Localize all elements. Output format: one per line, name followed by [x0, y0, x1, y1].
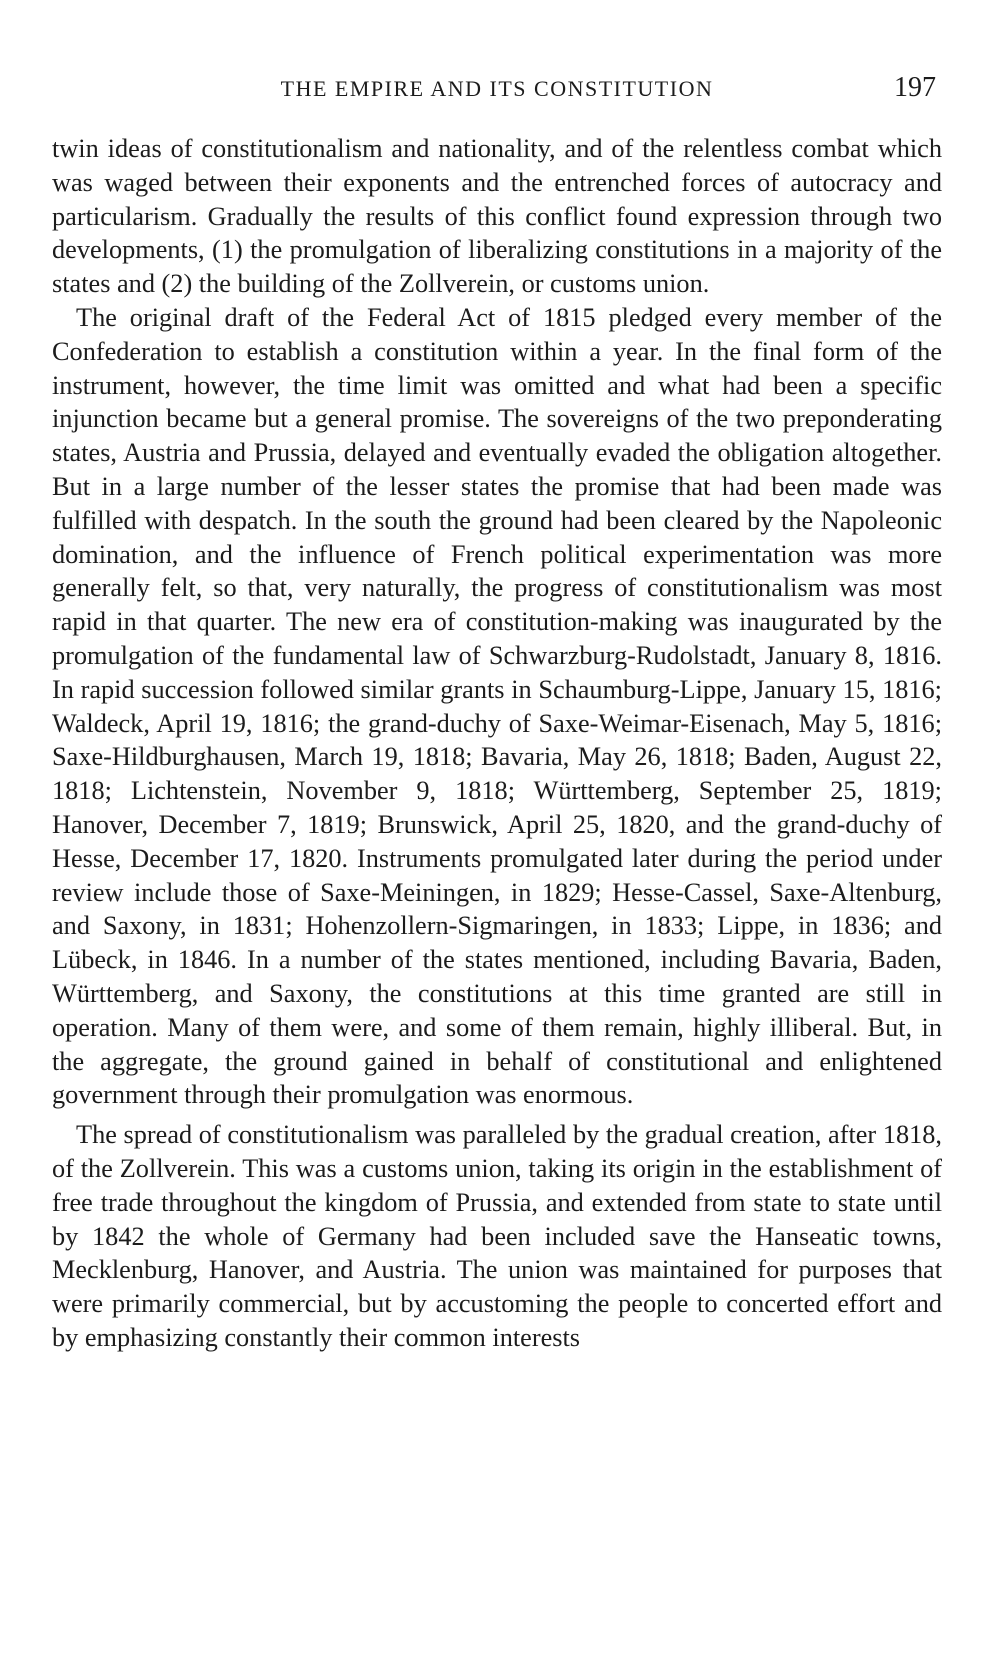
page-number: 197 [894, 72, 936, 103]
paragraph-zollverein: The spread of constitutionalism was paralleled by the gradual creation, after 1818, of the Zollverein. This was a customs union, taking its origin in the establishment of free trade throughout the kingdom of Prussia, and extended from state to state until by 1842 the whole of Germany had been included save the Hanseatic towns, Mecklenburg, Hanover, and Austria. The union was maintained for purposes that were primarily commercial, but by accustoming the people to concerted effort and by emphasizing constantly their common interests [52, 1120, 942, 1352]
body-text [52, 132, 942, 1355]
book-page [52, 70, 942, 1355]
running-header [52, 70, 942, 110]
running-title: THE EMPIRE AND ITS CONSTITUTION [280, 76, 714, 101]
paragraph-continuation: twin ideas of constitutionalism and nationality, and of the relentless combat which was waged between their exponents and the entrenched forces of autocracy and particularism. Gradually the results of this conflict found expression through two developments, (1) the promulgation of liberalizing constitutions in a majority of the states and (2) the building of the Zollverein, or customs union. [52, 134, 942, 299]
paragraph-federal-act: The original draft of the Federal Act of 1815 pledged every member of the Confederation to establish a constitution within a year. In the final form of the instrument, however, the time limit was omitted and what had been a specific injunction became but a general promise. The sovereigns of the two preponderating states, Austria and Prussia, delayed and eventually evaded the obligation altogether. But in a large number of the lesser states the promise that had been made was fulfilled with despatch. In the south the ground had been cleared by the Napoleonic domination, and the influence of French political experimentation was more generally felt, so that, very naturally, the progress of constitutionalism was most rapid in that quarter. The new era of constitution-making was inaugurated by the promulgation of the fundamental law of Schwarzburg-Rudolstadt, January 8, 1816. In rapid succession followed similar grants in Schaumburg-Lippe, January 15, 1816; Waldeck, April 19, 1816; the grand-duchy of Saxe-Weimar-Eisenach, May 5, 1816; Saxe-Hildburghausen, March 19, 1818; Bavaria, May 26, 1818; Baden, August 22, 1818; Lichtenstein, November 9, 1818; Württemberg, September 25, 1819; Hanover, December 7, 1819; Brunswick, April 25, 1820, and the grand-duchy of Hesse, December 17, 1820. Instruments promulgated later during the period under review include those of Saxe-Meiningen, in 1829; Hesse-Cassel, Saxe-Altenburg, and Saxony, in 1831; Hohenzollern-Sigmaringen, in 1833; Lippe, in 1836; and Lübeck, in 1846. In a number of the states mentioned, including Bavaria, Baden, Württemberg, and Saxony, the constitutions at this time granted are still in operation. Many of them were, and some of them remain, highly illiberal. But, in the aggregate, the ground gained in behalf of constitutional and enlightened government through their promulgation was enormous. [52, 302, 942, 1110]
